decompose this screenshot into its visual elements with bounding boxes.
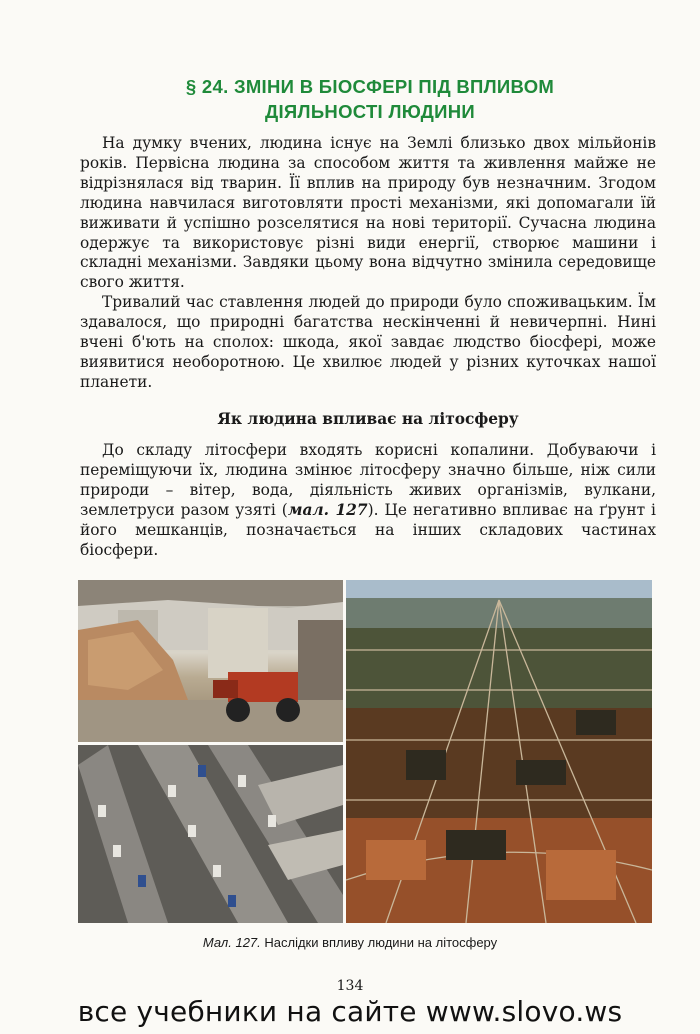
paragraph-text: ). Це негативно впливає на ґрунт і його мешканців, позначається на інших складових частинах біосфери. (80, 500, 656, 559)
section-text (80, 134, 656, 393)
figure-caption (0, 935, 700, 950)
figure-caption-text: Наслідки впливу людини на літосферу (260, 935, 498, 950)
subsection-heading: Як людина впливає на літосферу (217, 410, 519, 428)
section-title (90, 74, 650, 124)
paragraph (80, 441, 656, 560)
subsection-text (80, 441, 656, 560)
paragraph: Тривалий час ставлення людей до природи було споживацьким. Їм здавалося, що природні багатства нескінченні й невичерпні. Нині вчені б'ють на сполох: шкода, якої завдає людство біосфері, може виявитися необоротною. Це хвилює людей у різних куточках нашої планети. (80, 293, 656, 391)
paragraph: На думку вчених, людина існує на Землі близько двох мільйонів років. Первісна людина за способом життя та живлення майже не відрізнялася від тварин. Її вплив на природу був незначним. Згодом людина навчилася виготовляти прості механізми, які допомагали їй виживати й успішно розселятися на нові території. Сучасна людина одержує та використовує різні види енергії, створює машини і складні механізми. Завдяки цьому вона відчутно змінила середовище свого життя. (80, 134, 656, 292)
page-number: 134 (336, 978, 364, 994)
aerial-fields-photo (346, 580, 652, 923)
figure-reference: мал. 127 (287, 500, 368, 519)
paragraph-text: До складу літосфери входять корисні копалини. Добуваючи і переміщуючи їх, людина змінює літосферу значно більше, ніж сили природи – вітер, вода, діяльність живих організмів, вулкани, землетруси разом узяті ( (80, 441, 656, 519)
figure-label: Мал. 127. (202, 935, 261, 950)
footer-watermark-text: все учебники на сайте www.slovo.ws (77, 995, 623, 1028)
section-title-line-1: § 24. ЗМІНИ В БІОСФЕРІ ПІД ВПЛИВОМ (185, 76, 555, 97)
highway-photo (78, 745, 343, 923)
section-title-line-2: ДІЯЛЬНОСТІ ЛЮДИНИ (265, 101, 475, 122)
quarry-photo (78, 580, 343, 742)
